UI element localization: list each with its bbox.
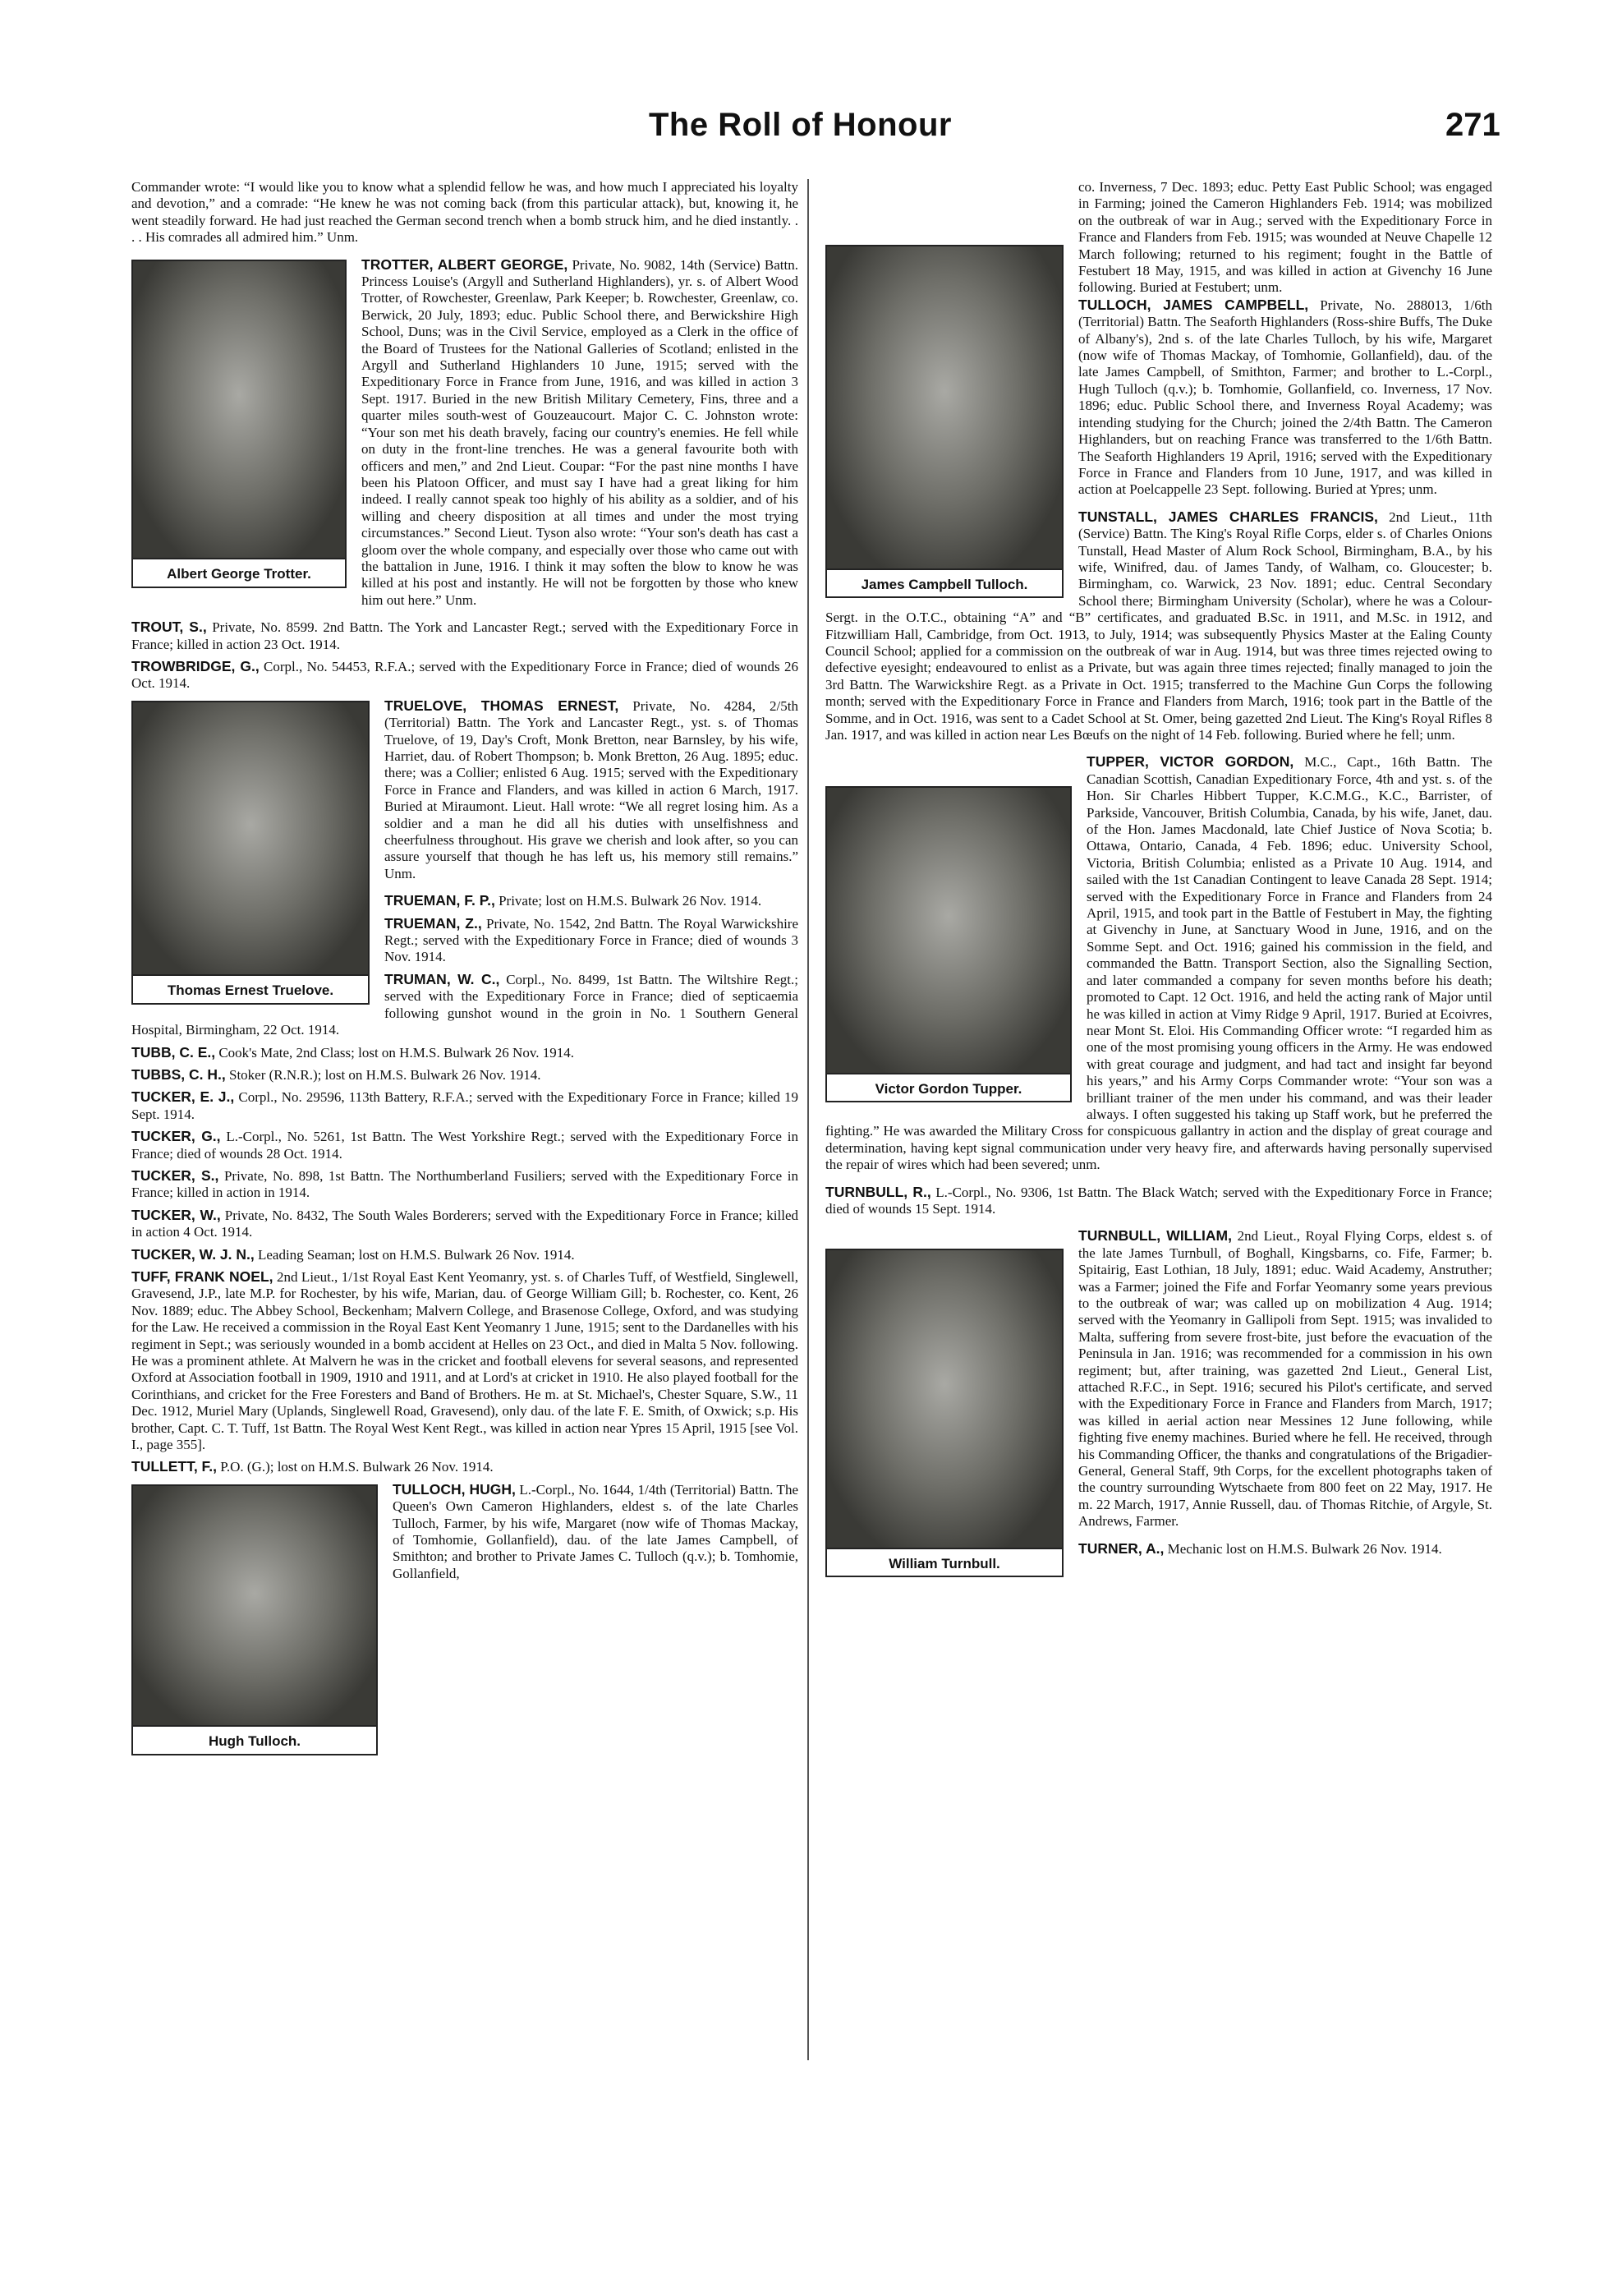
photo-caption: Albert George Trotter. <box>133 558 345 586</box>
entry-name: TRUEMAN, F. P., <box>384 892 495 909</box>
entry-tucker-e <box>131 1088 798 1123</box>
entry-name: TUCKER, W. J. N., <box>131 1245 255 1263</box>
entry-name: TUCKER, G., <box>131 1128 221 1145</box>
entry-name: TRUELOVE, THOMAS ERNEST, <box>384 697 619 714</box>
entry-tucker-g <box>131 1128 798 1162</box>
entry-text: P.O. (G.); lost on H.M.S. Bulwark 26 Nov. 1914. <box>220 1459 494 1475</box>
entry-name: TRUEMAN, Z., <box>384 914 482 932</box>
entry-tucker-wjn <box>131 1246 798 1263</box>
entry-tucker-w <box>131 1207 798 1241</box>
photo-caption: Hugh Tulloch. <box>133 1725 376 1753</box>
entry-text: Private, No. 8432, The South Wales Borderers; served with the Expeditionary Force in France; killed in action 4 Oct. 1914. <box>131 1207 798 1240</box>
photo-caption: James Campbell Tulloch. <box>827 568 1062 596</box>
entry-text: Corpl., No. 54453, R.F.A.; served with the Expeditionary Force in France; died of wounds 26 Oct. 1914. <box>131 658 799 692</box>
portrait-image <box>827 1250 1062 1548</box>
entry-continuation: co. Inverness, 7 Dec. 1893; educ. Petty East Public School; was engaged in Farming; joined the Cameron Highlanders Feb. 1914; was mobilized on the outbreak of war in Aug.; served with the Expeditionary Force in France and Flanders from Feb. 1915; was wounded at Neuve Chapelle 12 March following; returned to his regiment; fought in the Battle of Festubert 18 May, 1915, and was killed in action at Givenchy 16 June following. Buried at Festubert; unm. <box>1078 179 1492 296</box>
portrait-image <box>133 1486 376 1726</box>
portrait-photo <box>131 1484 378 1755</box>
entry-text: Cook's Mate, 2nd Class; lost on H.M.S. Bulwark 26 Nov. 1914. <box>218 1044 574 1061</box>
entry-text: Corpl., No. 29596, 113th Battery, R.F.A.; served with the Expeditionary Force in France; killed 19 Sept. 1914. <box>131 1089 799 1122</box>
entry-name: TUFF, FRANK NOEL, <box>131 1268 273 1285</box>
entry-name: TULLOCH, JAMES CAMPBELL, <box>1078 296 1309 313</box>
entry-text: Private, No. 898, 1st Battn. The Northumberland Fusiliers; served with the Expeditionary Force in France; killed in action in 1914. <box>131 1167 798 1201</box>
entry-name: TROWBRIDGE, G., <box>131 657 260 674</box>
entry-text: Private, No. 4284, 2/5th (Territorial) Battn. The York and Lancaster Regt., yst. s. of Thomas Truelove, of 19, Day's Croft, Monk Bretton, near Barnsley, by his wife, Harriet, dau. of Robert Thompson; b. Monk Bretton, 26 Aug. 1895; educ. there; was a Collier; enlisted 6 Aug. 1915; served with the Expeditionary Force in France and Flanders, and was killed in action 6 March, 1917. Buried at Miraumont. Lieut. Hall wrote: “We all regret losing him. As a soldier and a man he did all his duties with unselfishness and cheerfulness throughout. His grave we cherish and look after, so you can assure yourself that though he has left us, his memory still remains.” Unm. <box>384 697 798 881</box>
entry-tucker-s <box>131 1167 798 1202</box>
entry-tuff <box>131 1268 798 1453</box>
page-number: 271 <box>1445 107 1500 143</box>
entry-name: TURNER, A., <box>1078 1539 1165 1557</box>
photo-caption: Thomas Ernest Truelove. <box>133 974 368 1002</box>
entry-text: Leading Seaman; lost on H.M.S. Bulwark 26 Nov. 1914. <box>257 1246 575 1263</box>
entry-text: L.-Corpl., No. 5261, 1st Battn. The West Yorkshire Regt.; served with the Expeditionary Force in France; died of wounds 28 Oct. 1914. <box>131 1129 798 1162</box>
entry-tupper <box>825 753 1492 1173</box>
entry-trotter <box>131 256 798 610</box>
entry-name: TUCKER, W., <box>131 1206 221 1223</box>
entry-continuation: Commander wrote: “I would like you to know what a splendid fellow he was, and how much I appreciated his loyalty and devotion,” and a comrade: “He knew he was not coming back (from this particular attack), but, knowing it, he went steadily forward. He had just reached the German second trench when a bomb struck him, and he died instantly. . . . His comrades all admired him.” Unm. <box>131 179 798 246</box>
entry-text: Private, No. 288013, 1/6th (Territorial) Battn. The Seaforth Highlanders (Ross-shire Buffs, The Duke of Albany's), 2nd s. of the late Charles Tulloch, by his wife, Margaret (now wife of Thomas Mackay, of Tomhomie, Gollanfield), dau. of the late James Campbell, of Smithton, Farmer; and brother to L.-Corpl., Hugh Tulloch (q.v.); b. Tomhomie, Gollanfield, co. Inverness, 17 Nov. 1896; educ. Public School there, and Inverness Royal Academy; was intending studying for the Church; joined the 2/4th Battn. The Cameron Highlanders, but on reaching France was transferred to the 1/6th Battn. The Seaforth Highlanders 19 April, 1916; served with the Expeditionary Force in France and Flanders from 10 June, 1917, and was killed in action at Poelcappelle 23 Sept. following. Buried at Ypres; unm. <box>1078 297 1492 498</box>
entry-name: TUBBS, C. H., <box>131 1065 226 1083</box>
entry-text: 2nd Lieut., 11th (Service) Battn. The King's Royal Rifle Corps, elder s. of Charles Onions Tunstall, Head Master of Alum Rock School, Birmingham, B.A., by his wife, Winifred, dau. of James Tandy, of Walham, co. Gloucester; b. Birmingham, co. Warwick, 23 Nov. 1891; educ. Central Secondary School there; Birmingham University (Scholar), where he was a Colour-Sergt. in the O.T.C., obtaining “A” and “B” certificates, and graduated B.Sc. in 1911, and M.Sc. in 1912, and Fitzwilliam Hall, Cambridge, from Oct. 1913, to July, 1914; was subsequently Physics Master at the Ealing County Council School; applied for a commission on the outbreak of war in Aug. 1914, but was three times rejected owing to defective eyesight; endeavoured to enlist as a Private, but was again three times rejected; finally managed to join the 3rd Battn. The Warwickshire Regt. as a Private in Oct. 1915; transferred to the Machine Gun Corps the following month; served with the Expeditionary Force in France and Flanders from March, 1916; took part in the Battle of the Somme, and in Oct. 1916, was sent to a Cadet School at St. Omer, being gazetted 2nd Lieut. The King's Royal Rifles 8 Jan. 1917, and was killed in action near Les Bœufs on the night of 14 Feb. following. Buried where he fell; unm. <box>825 508 1493 743</box>
photo-caption: William Turnbull. <box>827 1548 1062 1576</box>
entry-tulloch-hugh <box>131 1480 798 1750</box>
page-header <box>0 0 1622 164</box>
entry-text: M.C., Capt., 16th Battn. The Canadian Scottish, Canadian Expeditionary Force, 4th and yst. s. of the Hon. Sir Charles Hibbert Tupper, K.C.M.G., K.C., Barrister, of Parkside, Vancouver, British Columbia, Canada, by his wife, Janet, dau. of the Hon. James Macdonald, late Chief Justice of Nova Scotia; b. Ottawa, Ontario, Canada, 4 Feb. 1896; educ. University School, Victoria, British Columbia; enlisted as a Private 10 Aug. 1914, and sailed with the 1st Canadian Contingent to leave Canada 28 Sept. 1914; served with the Expeditionary Force in France and Flanders from 24 April, 1915, and took part in the Battle of Festubert in May, the fighting at Givenchy in June, at Sanctuary Wood in June, 1916, and on the Somme Sept. and Oct. 1916; gained his commission in the field, and commanded the Battn. Transport Section, also the Signalling Section, and later commanded a company for seven months before his death; promoted to Capt. 12 Oct. 1916, and held the acting rank of Major until he was killed in action at Vimy Ridge 9 April, 1917. Buried at Ecoivres, near Mont St. Eloi. His Commanding Officer wrote: “I regarded him as one of the most promising young officers in the Army. He was endowed with great courage and judgment, and had tact and insight far beyond his years,” and his Army Corps Commander wrote: “Your son was a brilliant trainer of the men under his command, and was their leader always. I often suggested his taking up Staff work, but he preferred the fighting.” He was awarded the Military Cross for conspicuous gallantry in action and the display of great courage and determination, having kept signal communication under very heavy fire, and afterwards having personally supervised the repair of wires which had been severed; unm. <box>825 754 1493 1173</box>
left-column <box>131 179 798 1762</box>
portrait-image <box>827 788 1070 1073</box>
photo-caption: Victor Gordon Tupper. <box>827 1073 1070 1101</box>
entry-name: TROUT, S., <box>131 619 207 636</box>
portrait-image <box>827 246 1062 568</box>
portrait-photo <box>131 260 347 588</box>
entry-name: TULLETT, F., <box>131 1458 218 1475</box>
entry-text: Private, No. 8599. 2nd Battn. The York and Lancaster Regt.; served with the Expeditionary Force in France; killed in action 23 Oct. 1914. <box>131 619 799 652</box>
portrait-image <box>133 702 368 975</box>
right-column <box>825 179 1492 1584</box>
portrait-photo <box>825 1249 1064 1577</box>
entry-text: Corpl., No. 8499, 1st Battn. The Wiltshire Regt.; served with the Expeditionary Force in France; died of septicaemia following gunshot wound in the groin in No. 1 Southern General Hospital, Birmingham, 22 Oct. 1914. <box>131 971 798 1038</box>
entry-tubbs <box>131 1066 798 1084</box>
entry-tubb <box>131 1044 798 1061</box>
portrait-photo <box>825 245 1064 598</box>
entry-name: TURNBULL, R., <box>825 1183 931 1200</box>
entry-text: Private; lost on H.M.S. Bulwark 26 Nov. 1914. <box>499 893 762 909</box>
entry-name: TUPPER, VICTOR GORDON, <box>1087 753 1294 771</box>
entry-text: Private, No. 9082, 14th (Service) Battn. Princess Louise's (Argyll and Sutherland Highlanders), yr. s. of Albert Wood Trotter, of Rowchester, Greenlaw, Park Keeper; b. Rowchester, Greenlaw, co. Berwick, 20 July, 1893; educ. Public School there, and Berwickshire High School, Duns; was in the Civil Service, employed as a Clerk in the office of the Board of Trustees for the National Galleries of Scotland; enlisted in the Argyll and Sutherland Highlanders 10 June, 1915; served with the Expeditionary Force in France from June, 1916, and was killed in action 3 Sept. 1917. Buried in the new British Military Cemetery, Fins, three and a quarter miles south-west of Gouzeaucourt. Major C. C. Johnston wrote: “Your son met his death bravely, facing our country's enemies. He fell while on duty in the front-line trenches. He was a general favourite both with officers and men,” and 2nd Lieut. Coupar: “For the past nine months I have been his Platoon Officer, and must say I have had a great liking for him indeed. I really cannot speak too highly of his ability as a soldier, and of his willing and cheery disposition at all times and under the most trying circumstances.” Second Lieut. Tyson also wrote: “Your son's death has cast a gloom over the whole company, and especially over those who came out with the battalion in June, 1916. I think it may soften the blow to know he was killed at his post and instantly. He will not be forgotten by those who knew him out here.” Unm. <box>361 256 798 608</box>
entry-text: Stoker (R.N.R.); lost on H.M.S. Bulwark 26 Nov. 1914. <box>228 1066 541 1083</box>
entry-name: TUNSTALL, JAMES CHARLES FRANCIS, <box>1078 508 1378 525</box>
entry-text: L.-Corpl., No. 1644, 1/4th (Territorial) Battn. The Queen's Own Cameron Highlanders, eldest s. of the late Charles Tulloch, Farmer, by his wife, Margaret (now wife of Thomas Mackay, of Tomhomie, Gollanfield), dau. of the late James Campbell, of Smithton; and brother to Private James C. Tulloch (q.v.); b. Tomhomie, Gollanfield, <box>393 1481 798 1581</box>
entry-trout <box>131 619 798 653</box>
portrait-photo <box>131 701 370 1005</box>
entry-name: TULLOCH, HUGH, <box>393 1480 516 1498</box>
entry-name: TROTTER, ALBERT GEORGE, <box>361 255 568 273</box>
entry-text: Mechanic lost on H.M.S. Bulwark 26 Nov. 1914. <box>1167 1540 1442 1557</box>
entry-turnbull-r <box>825 1184 1492 1218</box>
entry-text: 2nd Lieut., Royal Flying Corps, eldest s. of the late James Turnbull, of Boghall, Kingsbarns, co. Fife, Farmer; b. Spitairig, East Lothian, 18 July, 1891; educ. Waid Academy, Anstruther; was a Farmer; joined the Fife and Forfar Yeomanry some years previous to the outbreak of war; was called up on mobilization 4 Aug. 1914; served with the Yeomanry in Gallipoli from Sept. 1915; was invalided to Malta, suffering from severe frost-bite, just before the evacuation of the Peninsula in Jan. 1916; was recommended for a commission in his own regiment; but, after training, was gazetted 2nd Lieut., General List, attached R.F.C., in Sept. 1916; secured his Pilot's certificate, and served with the Expeditionary Force in France and Flanders from March, 1917; was killed in aerial action near Messines 12 June following, while fighting five enemy machines. Buried where he fell. He received, through his Commanding Officer, the thanks and congratulations of the Brigadier-General, General Staff, 9th Corps, for the excellent photographs taken of the country surrounding Wytschaete from 800 feet on 22 May, 1917. He m. 22 March, 1917, Annie Russell, dau. of Thomas Ritchie, of Argyle, St. Andrews, Farmer. <box>1078 1228 1493 1530</box>
entry-name: TURNBULL, WILLIAM, <box>1078 1227 1233 1245</box>
entry-trowbridge <box>131 658 798 692</box>
column-divider <box>807 179 809 2060</box>
entry-name: TRUMAN, W. C., <box>384 970 500 987</box>
entry-tullett <box>131 1458 798 1475</box>
entry-text: L.-Corpl., No. 9306, 1st Battn. The Black Watch; served with the Expeditionary Force in France; died of wounds 15 Sept. 1914. <box>825 1184 1492 1217</box>
entry-name: TUCKER, S., <box>131 1166 219 1184</box>
entry-name: TUCKER, E. J., <box>131 1088 235 1106</box>
entry-text: Private, No. 1542, 2nd Battn. The Royal Warwickshire Regt.; served with the Expeditionary Force in France; died of wounds 3 Nov. 1914. <box>384 915 798 965</box>
entry-name: TUBB, C. E., <box>131 1043 216 1061</box>
entry-text: 2nd Lieut., 1/1st Royal East Kent Yeomanry, yst. s. of Charles Tuff, of Westfield, Singlewell, Gravesend, J.P., late M.P. for Rochester, by his wife, Marian, dau. of George William Gill; b. Rochester, co. Kent, 26 Nov. 1889; educ. The Abbey School, Beckenham; Malvern College, and Brasenose College, Oxford, and was studying for the Law. He received a commission in the Royal East Kent Yeomanry 1 June, 1915; sent to the Dardanelles with his regiment in Sept.; was seriously wounded in a bomb accident at Helles on 23 Oct., and died in Malta 5 Nov. following. He was a prominent athlete. At Malvern he was in the cricket and football elevens for several seasons, and represented Oxford at Association football in 1909, 1910 and 1911, and at Lord's at cricket in 1910. He also played football for the Corinthians, and cricket for the Free Foresters and Band of Brothers. He m. at St. Michael's, Chester Square, S.W., 11 Dec. 1912, Muriel Mary (Uplands, Singlewell Road, Gravesend), only dau. of the late F. E. Smith, of Oxwick; s.p. His brother, Capt. C. T. Tuff, 1st Battn. The Royal West Kent Regt., was killed in action near Ypres 15 April, 1915 [see Vol. I., page 355]. <box>131 1268 798 1453</box>
portrait-photo <box>825 786 1072 1102</box>
portrait-image <box>133 261 345 559</box>
running-title: The Roll of Honour <box>649 107 952 143</box>
